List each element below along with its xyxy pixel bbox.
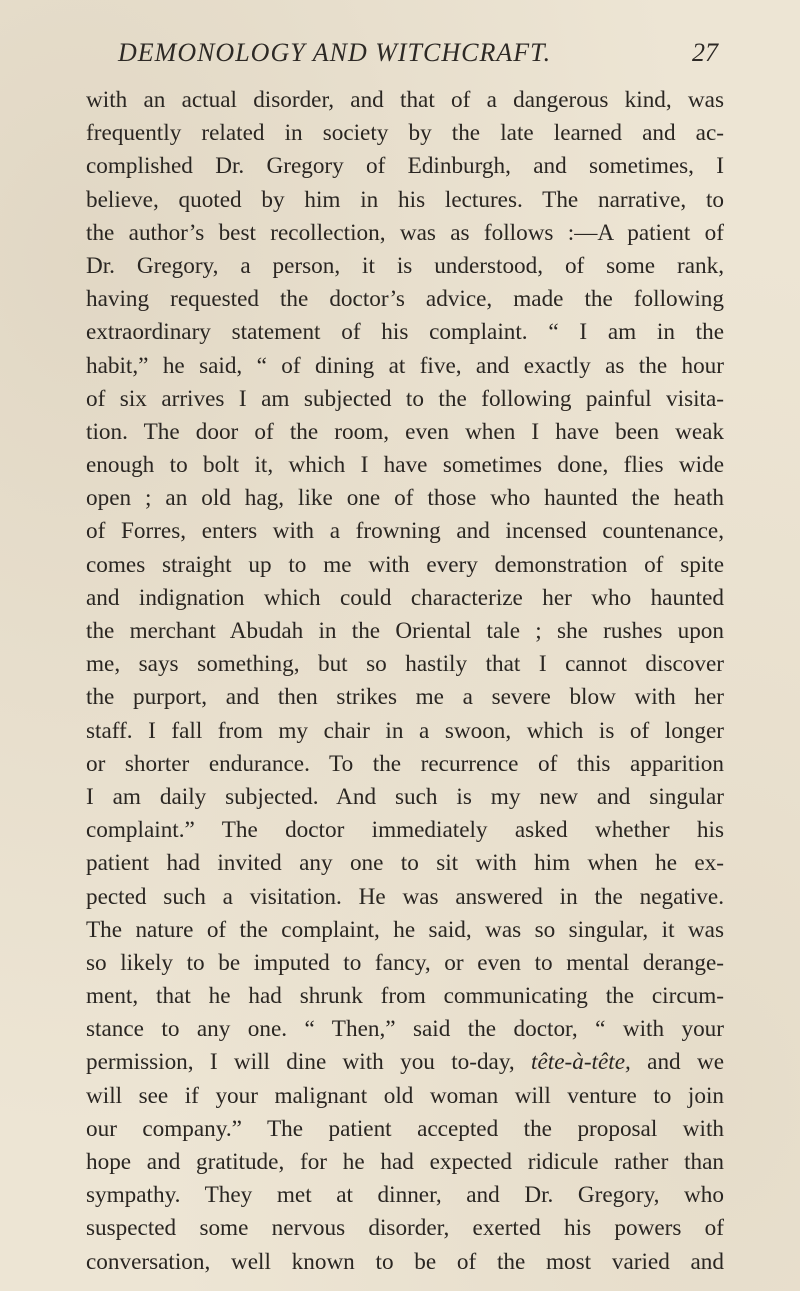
text-line: and indignation which could characterize her who haunted [86, 584, 724, 611]
text-line: enough to bolt it, which I have sometimes done, flies wide [86, 452, 724, 479]
text-line: the purport, and then strikes me a severe blow with her [86, 684, 724, 711]
text-line: the merchant Abudah in the Oriental tale ; she rushes upon [86, 618, 724, 644]
text-segment: and we [630, 1049, 724, 1076]
text-line: of six arrives I am subjected to the following painful visita- [86, 385, 724, 412]
text-line: The nature of the complaint, he said, was so singular, it was [86, 916, 724, 943]
text-line: tion. The door of the room, even when I have been weak [86, 418, 724, 445]
text-line: Dr. Gregory, a person, it is understood, of some rank, [86, 252, 724, 279]
page-number: 27 [692, 38, 718, 67]
text-line: conversation, well known to be of the most varied and [86, 1248, 724, 1275]
text-line-with-italic [86, 1046, 724, 1079]
text-line: believe, quoted by him in his lectures. The narrative, to [86, 186, 724, 213]
running-title: DEMONOLOGY AND WITCHCRAFT. [118, 38, 552, 67]
text-line: sympathy. They met at dinner, and Dr. Gregory, who [86, 1182, 724, 1209]
text-line: habit,” he said, “ of dining at five, and exactly as the hour [86, 352, 724, 379]
text-line: of Forres, enters with a frowning and incensed countenance, [86, 518, 724, 545]
italic-phrase: tête-à-tête, [531, 1049, 631, 1076]
text-line: with an actual disorder, and that of a dangerous kind, was [86, 87, 724, 113]
running-head [118, 38, 718, 72]
text-line: our company.” The patient accepted the proposal with [86, 1115, 724, 1142]
text-line: complaint.” The doctor immediately asked whether his [86, 817, 724, 844]
text-line: extraordinary statement of his complaint. “ I am in the [86, 319, 724, 346]
text-line: open ; an old hag, like one of those who haunted the heath [86, 485, 724, 512]
text-line: or shorter endurance. To the recurrence of this apparition [86, 750, 724, 777]
text-line: I am daily subjected. And such is my new and singular [86, 783, 724, 810]
text-line: hope and gratitude, for he had expected ridicule rather than [86, 1149, 724, 1175]
text-line: stance to any one. “ Then,” said the doctor, “ with your [86, 1016, 724, 1043]
text-line: comes straight up to me with every demonstration of spite [86, 551, 724, 578]
text-line: complished Dr. Gregory of Edinburgh, and sometimes, I [86, 153, 724, 180]
text-line: the author’s best recollection, was as follows :—A patient of [86, 219, 724, 246]
text-line: ment, that he had shrunk from communicating the circum- [86, 983, 724, 1010]
text-segment: permission, I will dine with you to-day, [86, 1049, 532, 1076]
text-line: will see if your malignant old woman will venture to join [86, 1082, 724, 1109]
text-line: so likely to be imputed to fancy, or even to mental derange- [86, 949, 724, 976]
text-line: staff. I fall from my chair in a swoon, which is of longer [86, 717, 724, 744]
text-line: patient had invited any one to sit with him when he ex- [86, 850, 724, 877]
text-line: having requested the doctor’s advice, made the following [86, 286, 724, 313]
text-line: suspected some nervous disorder, exerted his powers of [86, 1215, 724, 1242]
text-line: me, says something, but so hastily that I cannot discover [86, 651, 724, 678]
text-line: frequently related in society by the late learned and ac- [86, 120, 724, 147]
body-text [86, 84, 724, 1279]
text-line: pected such a visitation. He was answered in the negative. [86, 883, 724, 910]
